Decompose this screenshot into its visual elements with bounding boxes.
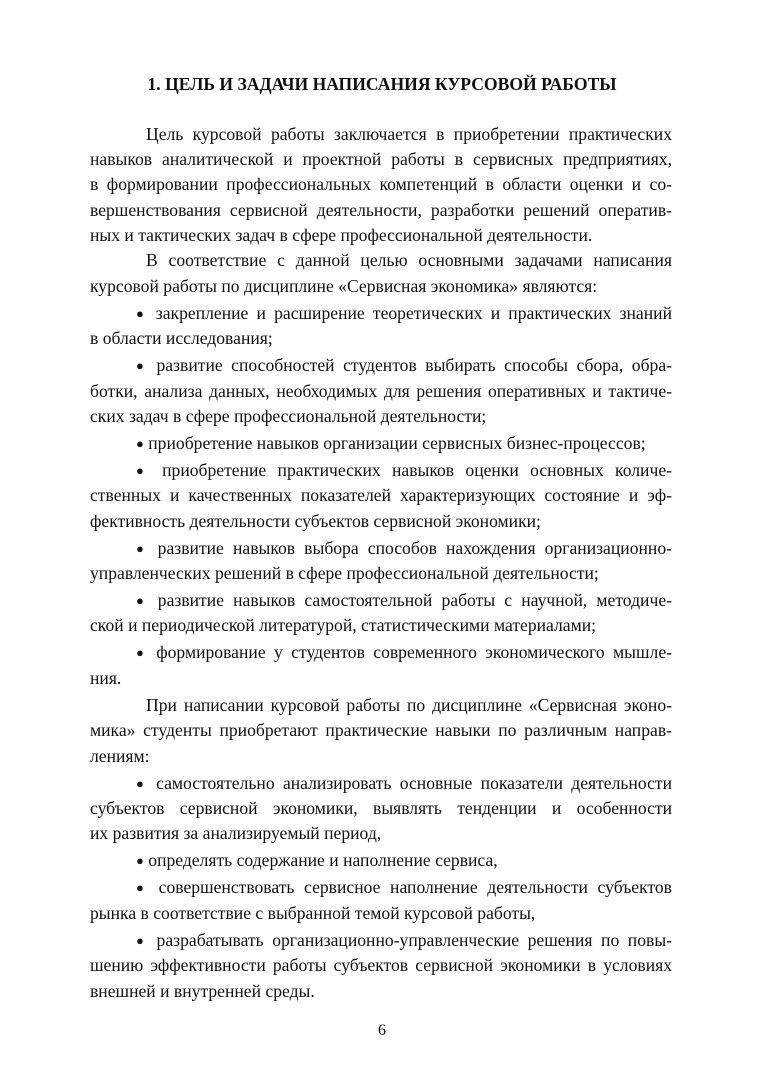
list-item (90, 588, 672, 639)
bullet-icon: ● (136, 932, 148, 948)
text-line: ских задач в сфере профессиональной деятельности; (90, 405, 487, 426)
list-item (90, 353, 672, 429)
text-line: рынка в соответствие с выбранной темой курсовой работы, (90, 902, 536, 923)
text-line: ● развитие навыков самостоятельной работы с научной, методиче- (136, 590, 672, 611)
list-item (90, 875, 672, 926)
bullet-icon: ● (136, 880, 150, 896)
text-line: внешней и внутренней среды. (90, 980, 315, 1001)
list-item (90, 640, 672, 691)
text-line: в формировании профессиональных компетенций в области оценки и со- (90, 174, 672, 195)
text-line: ● определять содержание и наполнение сервиса, (136, 850, 498, 871)
text-line: лениям: (90, 745, 150, 766)
text-line: При написании курсовой работы по дисциплине «Сервисная эконо- (146, 694, 672, 715)
bullet-icon: ● (136, 853, 144, 869)
bullet-icon: ● (136, 305, 148, 321)
text-line: ботки, анализа данных, необходимых для решения оперативных и тактиче- (90, 380, 672, 401)
list-item (90, 848, 672, 873)
bullet-icon: ● (136, 435, 144, 451)
list-item (90, 431, 672, 456)
text-line: ● развитие способностей студентов выбирать способы сбора, обра- (136, 355, 672, 376)
text-line: управленческих решений в сфере профессиональной деятельности; (90, 563, 599, 584)
text-line: ● развитие навыков выбора способов нахождения организационно- (136, 537, 672, 558)
text-line: ● закрепление и расширение теоретических и практических знаний (136, 302, 672, 323)
text-line: ● приобретение навыков организации сервисных бизнес-процессов; (136, 432, 646, 453)
text-line: их развития за анализируемый период, (90, 823, 382, 844)
list-item (90, 301, 672, 352)
page-number: 6 (378, 1022, 386, 1039)
text-line: ● приобретение практических навыков оценки основных количе- (136, 459, 672, 480)
text-line: ния. (90, 667, 122, 688)
tasks-intro-paragraph (90, 248, 672, 299)
document-body (90, 122, 672, 1004)
bullet-icon: ● (136, 645, 148, 661)
text-line: ● совершенствовать сервисное наполнение деятельности субъектов (136, 877, 672, 898)
section-title: 1. ЦЕЛЬ И ЗАДАЧИ НАПИСАНИЯ КУРСОВОЙ РАБОТЫ (147, 74, 617, 94)
text-line: ственных и качественных показателей характеризующих состояние и эф- (90, 485, 672, 506)
list-item (90, 928, 672, 1004)
text-line: ных и тактических задач в сфере профессиональной деятельности. (90, 225, 593, 246)
intro-paragraph (90, 122, 672, 249)
text-line: фективность деятельности субъектов сервисной экономики; (90, 510, 541, 531)
text-line: вершенствования сервисной деятельности, разработки решений оператив- (90, 199, 672, 220)
text-line: шению эффективности работы субъектов сервисной экономики в условиях (90, 955, 672, 976)
bullet-icon: ● (136, 540, 149, 556)
list-item (90, 536, 672, 587)
bullet-icon: ● (136, 462, 151, 478)
bullet-icon: ● (136, 358, 148, 374)
text-line: ● самостоятельно анализировать основные показатели деятельности (136, 772, 672, 793)
text-line: В соответствие с данной целью основными задачами написания (146, 250, 672, 271)
list-item (90, 458, 672, 534)
text-line: в области исследования; (90, 328, 273, 349)
text-line: ской и периодической литературой, статистическими материалами; (90, 615, 597, 636)
text-line: ● формирование у студентов современного экономического мышле- (136, 642, 672, 663)
skills-intro-paragraph (90, 693, 672, 769)
bullet-icon: ● (136, 593, 149, 609)
text-line: субъектов сервисной экономики, выявлять тенденции и особенности (90, 798, 672, 818)
text-line: ● разрабатывать организационно-управленческие решения по повы- (136, 929, 673, 950)
text-line: курсовой работы по дисциплине «Сервисная экономика» являются: (90, 275, 598, 296)
bullet-icon: ● (136, 775, 148, 791)
text-line: навыков аналитической и проектной работы в сервисных предприятиях, (90, 148, 672, 169)
text-line: мика» студенты приобретают практические навыки по различным направ- (90, 720, 672, 741)
text-line: Цель курсовой работы заключается в приобретении практических (146, 123, 672, 144)
list-item (90, 771, 672, 847)
